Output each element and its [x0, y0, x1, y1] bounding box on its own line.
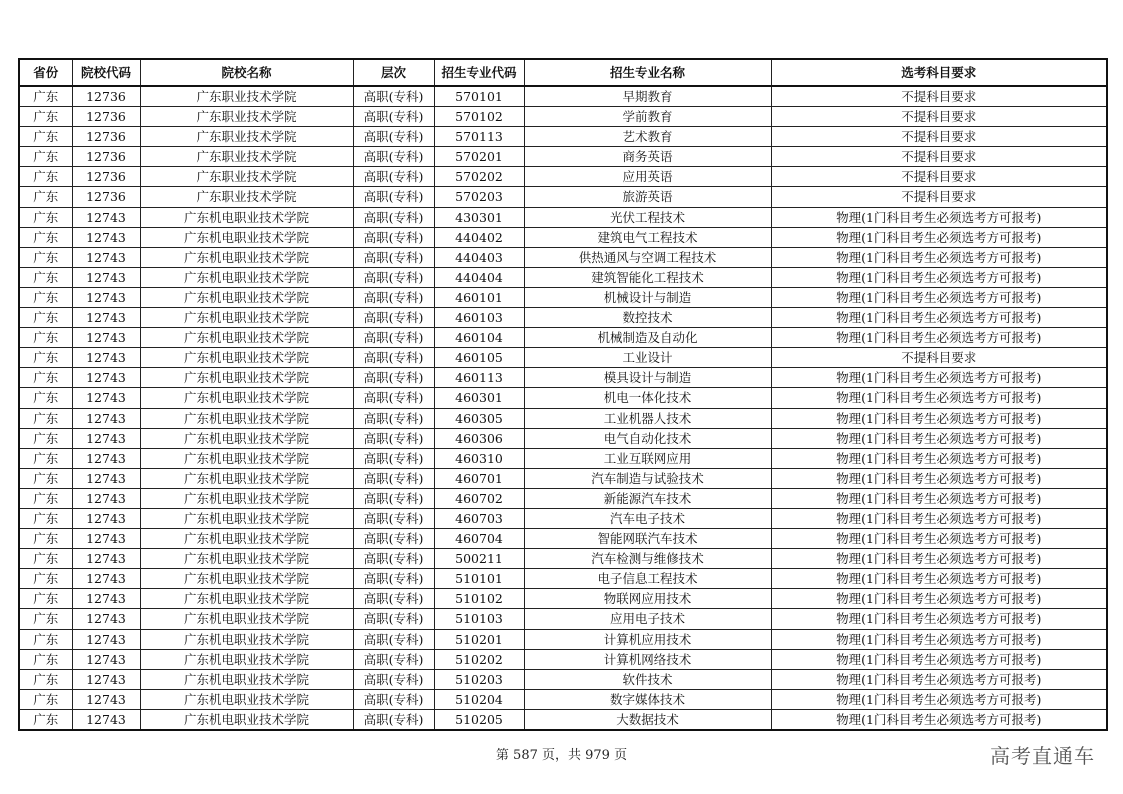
cell-major-code: 570203	[434, 187, 524, 207]
cell-level: 高职(专科)	[353, 187, 434, 207]
cell-school-code: 12743	[72, 629, 140, 649]
cell-school-name: 广东机电职业技术学院	[140, 529, 353, 549]
cell-major-code: 570102	[434, 107, 524, 127]
cell-province: 广东	[19, 167, 72, 187]
cell-subject-requirement: 物理(1门科目考生必须选考方可报考)	[771, 247, 1107, 267]
cell-major-name: 建筑电气工程技术	[524, 227, 771, 247]
cell-subject-requirement: 物理(1门科目考生必须选考方可报考)	[771, 709, 1107, 730]
cell-school-code: 12743	[72, 589, 140, 609]
cell-school-code: 12743	[72, 609, 140, 629]
cell-subject-requirement: 物理(1门科目考生必须选考方可报考)	[771, 669, 1107, 689]
table-row	[19, 508, 1107, 528]
cell-province: 广东	[19, 247, 72, 267]
cell-major-name: 商务英语	[524, 147, 771, 167]
cell-major-name: 新能源汽车技术	[524, 488, 771, 508]
cell-level: 高职(专科)	[353, 669, 434, 689]
cell-school-name: 广东职业技术学院	[140, 127, 353, 147]
cell-level: 高职(专科)	[353, 207, 434, 227]
cell-school-name: 广东机电职业技术学院	[140, 247, 353, 267]
cell-level: 高职(专科)	[353, 649, 434, 669]
cell-major-name: 计算机应用技术	[524, 629, 771, 649]
cell-subject-requirement: 物理(1门科目考生必须选考方可报考)	[771, 549, 1107, 569]
table-row	[19, 649, 1107, 669]
cell-school-name: 广东职业技术学院	[140, 147, 353, 167]
cell-school-code: 12743	[72, 488, 140, 508]
table-body	[19, 86, 1107, 730]
cell-school-code: 12736	[72, 107, 140, 127]
cell-major-code: 460101	[434, 287, 524, 307]
cell-school-code: 12743	[72, 207, 140, 227]
cell-school-code: 12743	[72, 368, 140, 388]
cell-subject-requirement: 物理(1门科目考生必须选考方可报考)	[771, 328, 1107, 348]
cell-major-name: 大数据技术	[524, 709, 771, 730]
cell-major-code: 430301	[434, 207, 524, 227]
cell-major-code: 510201	[434, 629, 524, 649]
cell-level: 高职(专科)	[353, 629, 434, 649]
cell-major-code: 510202	[434, 649, 524, 669]
cell-province: 广东	[19, 589, 72, 609]
cell-major-code: 460305	[434, 408, 524, 428]
cell-school-code: 12743	[72, 549, 140, 569]
cell-province: 广东	[19, 488, 72, 508]
cell-school-code: 12743	[72, 247, 140, 267]
table-row	[19, 689, 1107, 709]
cell-subject-requirement: 物理(1门科目考生必须选考方可报考)	[771, 589, 1107, 609]
cell-major-code: 510204	[434, 689, 524, 709]
admission-table-container	[18, 58, 1106, 731]
cell-school-code: 12743	[72, 267, 140, 287]
cell-subject-requirement: 物理(1门科目考生必须选考方可报考)	[771, 629, 1107, 649]
cell-school-name: 广东职业技术学院	[140, 107, 353, 127]
table-row	[19, 569, 1107, 589]
cell-school-code: 12743	[72, 308, 140, 328]
table-header-row	[19, 59, 1107, 86]
cell-school-name: 广东机电职业技术学院	[140, 709, 353, 730]
cell-school-name: 广东机电职业技术学院	[140, 287, 353, 307]
table-row	[19, 368, 1107, 388]
table-row	[19, 348, 1107, 368]
cell-level: 高职(专科)	[353, 508, 434, 528]
cell-subject-requirement: 不提科目要求	[771, 147, 1107, 167]
cell-major-code: 510103	[434, 609, 524, 629]
cell-level: 高职(专科)	[353, 609, 434, 629]
cell-major-code: 510101	[434, 569, 524, 589]
cell-subject-requirement: 物理(1门科目考生必须选考方可报考)	[771, 488, 1107, 508]
cell-subject-requirement: 物理(1门科目考生必须选考方可报考)	[771, 508, 1107, 528]
cell-school-code: 12743	[72, 669, 140, 689]
cell-school-code: 12743	[72, 428, 140, 448]
cell-school-code: 12736	[72, 86, 140, 107]
cell-school-code: 12736	[72, 187, 140, 207]
cell-school-code: 12743	[72, 287, 140, 307]
cell-school-code: 12743	[72, 508, 140, 528]
cell-province: 广东	[19, 669, 72, 689]
cell-major-code: 460306	[434, 428, 524, 448]
table-row	[19, 468, 1107, 488]
cell-school-name: 广东机电职业技术学院	[140, 508, 353, 528]
cell-level: 高职(专科)	[353, 368, 434, 388]
cell-major-name: 机电一体化技术	[524, 388, 771, 408]
cell-school-code: 12743	[72, 227, 140, 247]
cell-major-name: 软件技术	[524, 669, 771, 689]
header-major-name: 招生专业名称	[524, 59, 771, 86]
table-row	[19, 388, 1107, 408]
cell-level: 高职(专科)	[353, 348, 434, 368]
cell-subject-requirement: 物理(1门科目考生必须选考方可报考)	[771, 308, 1107, 328]
cell-major-name: 光伏工程技术	[524, 207, 771, 227]
cell-school-code: 12736	[72, 127, 140, 147]
table-row	[19, 167, 1107, 187]
cell-school-name: 广东机电职业技术学院	[140, 488, 353, 508]
cell-major-code: 440404	[434, 267, 524, 287]
cell-major-code: 440403	[434, 247, 524, 267]
cell-school-name: 广东机电职业技术学院	[140, 589, 353, 609]
cell-level: 高职(专科)	[353, 267, 434, 287]
cell-school-code: 12743	[72, 709, 140, 730]
cell-province: 广东	[19, 207, 72, 227]
cell-major-name: 数控技术	[524, 308, 771, 328]
cell-school-code: 12743	[72, 468, 140, 488]
table-row	[19, 488, 1107, 508]
cell-level: 高职(专科)	[353, 328, 434, 348]
cell-major-code: 460103	[434, 308, 524, 328]
cell-major-name: 应用电子技术	[524, 609, 771, 629]
cell-school-name: 广东机电职业技术学院	[140, 549, 353, 569]
cell-subject-requirement: 物理(1门科目考生必须选考方可报考)	[771, 609, 1107, 629]
cell-major-code: 570202	[434, 167, 524, 187]
cell-major-code: 460310	[434, 448, 524, 468]
table-row	[19, 247, 1107, 267]
table-row	[19, 549, 1107, 569]
cell-province: 广东	[19, 86, 72, 107]
cell-school-name: 广东机电职业技术学院	[140, 609, 353, 629]
cell-province: 广东	[19, 107, 72, 127]
table-row	[19, 328, 1107, 348]
cell-subject-requirement: 物理(1门科目考生必须选考方可报考)	[771, 227, 1107, 247]
page-number: 第 587 页，共 979 页	[495, 748, 628, 763]
cell-major-code: 460702	[434, 488, 524, 508]
cell-school-code: 12743	[72, 529, 140, 549]
cell-subject-requirement: 不提科目要求	[771, 107, 1107, 127]
cell-province: 广东	[19, 609, 72, 629]
cell-subject-requirement: 物理(1门科目考生必须选考方可报考)	[771, 287, 1107, 307]
table-row	[19, 86, 1107, 107]
cell-major-name: 早期教育	[524, 86, 771, 107]
cell-level: 高职(专科)	[353, 388, 434, 408]
table-row	[19, 448, 1107, 468]
cell-province: 广东	[19, 147, 72, 167]
cell-major-name: 艺术教育	[524, 127, 771, 147]
cell-subject-requirement: 物理(1门科目考生必须选考方可报考)	[771, 569, 1107, 589]
cell-level: 高职(专科)	[353, 408, 434, 428]
cell-school-name: 广东机电职业技术学院	[140, 308, 353, 328]
cell-major-name: 汽车检测与维修技术	[524, 549, 771, 569]
cell-level: 高职(专科)	[353, 529, 434, 549]
cell-school-code: 12736	[72, 147, 140, 167]
cell-major-name: 建筑智能化工程技术	[524, 267, 771, 287]
cell-major-name: 工业机器人技术	[524, 408, 771, 428]
cell-province: 广东	[19, 388, 72, 408]
cell-school-code: 12736	[72, 167, 140, 187]
cell-province: 广东	[19, 709, 72, 730]
cell-subject-requirement: 物理(1门科目考生必须选考方可报考)	[771, 448, 1107, 468]
cell-school-code: 12743	[72, 448, 140, 468]
cell-school-name: 广东职业技术学院	[140, 187, 353, 207]
cell-subject-requirement: 物理(1门科目考生必须选考方可报考)	[771, 468, 1107, 488]
cell-subject-requirement: 不提科目要求	[771, 187, 1107, 207]
cell-major-code: 510102	[434, 589, 524, 609]
table-row	[19, 428, 1107, 448]
cell-subject-requirement: 物理(1门科目考生必须选考方可报考)	[771, 368, 1107, 388]
cell-school-name: 广东机电职业技术学院	[140, 408, 353, 428]
cell-subject-requirement: 不提科目要求	[771, 86, 1107, 107]
cell-major-name: 汽车制造与试验技术	[524, 468, 771, 488]
cell-major-name: 工业互联网应用	[524, 448, 771, 468]
cell-province: 广东	[19, 408, 72, 428]
cell-level: 高职(专科)	[353, 549, 434, 569]
cell-subject-requirement: 物理(1门科目考生必须选考方可报考)	[771, 649, 1107, 669]
cell-major-code: 500211	[434, 549, 524, 569]
cell-school-name: 广东机电职业技术学院	[140, 348, 353, 368]
cell-school-code: 12743	[72, 569, 140, 589]
table-row	[19, 227, 1107, 247]
cell-major-name: 电子信息工程技术	[524, 569, 771, 589]
cell-major-name: 机械制造及自动化	[524, 328, 771, 348]
cell-school-name: 广东机电职业技术学院	[140, 468, 353, 488]
cell-major-name: 机械设计与制造	[524, 287, 771, 307]
cell-school-name: 广东机电职业技术学院	[140, 328, 353, 348]
cell-major-name: 模具设计与制造	[524, 368, 771, 388]
cell-level: 高职(专科)	[353, 308, 434, 328]
cell-province: 广东	[19, 529, 72, 549]
cell-school-code: 12743	[72, 649, 140, 669]
table-row	[19, 529, 1107, 549]
cell-province: 广东	[19, 428, 72, 448]
table-row	[19, 107, 1107, 127]
cell-major-name: 工业设计	[524, 348, 771, 368]
cell-major-code: 570101	[434, 86, 524, 107]
cell-province: 广东	[19, 448, 72, 468]
cell-level: 高职(专科)	[353, 107, 434, 127]
cell-level: 高职(专科)	[353, 488, 434, 508]
cell-major-code: 460113	[434, 368, 524, 388]
cell-level: 高职(专科)	[353, 569, 434, 589]
table-row	[19, 308, 1107, 328]
cell-major-code: 460104	[434, 328, 524, 348]
table-row	[19, 629, 1107, 649]
header-school-name: 院校名称	[140, 59, 353, 86]
cell-subject-requirement: 物理(1门科目考生必须选考方可报考)	[771, 408, 1107, 428]
cell-major-code: 570113	[434, 127, 524, 147]
cell-school-name: 广东机电职业技术学院	[140, 428, 353, 448]
cell-province: 广东	[19, 267, 72, 287]
cell-level: 高职(专科)	[353, 227, 434, 247]
table-row	[19, 609, 1107, 629]
cell-school-code: 12743	[72, 328, 140, 348]
cell-province: 广东	[19, 629, 72, 649]
cell-school-name: 广东机电职业技术学院	[140, 629, 353, 649]
cell-province: 广东	[19, 689, 72, 709]
cell-level: 高职(专科)	[353, 689, 434, 709]
cell-major-name: 供热通风与空调工程技术	[524, 247, 771, 267]
cell-level: 高职(专科)	[353, 287, 434, 307]
cell-level: 高职(专科)	[353, 709, 434, 730]
cell-major-name: 旅游英语	[524, 187, 771, 207]
cell-school-name: 广东机电职业技术学院	[140, 649, 353, 669]
header-province: 省份	[19, 59, 72, 86]
cell-school-name: 广东机电职业技术学院	[140, 689, 353, 709]
cell-major-code: 460703	[434, 508, 524, 528]
cell-subject-requirement: 物理(1门科目考生必须选考方可报考)	[771, 267, 1107, 287]
cell-major-code: 460704	[434, 529, 524, 549]
cell-school-name: 广东机电职业技术学院	[140, 227, 353, 247]
header-major-code: 招生专业代码	[434, 59, 524, 86]
cell-province: 广东	[19, 569, 72, 589]
table-row	[19, 589, 1107, 609]
cell-major-name: 物联网应用技术	[524, 589, 771, 609]
cell-major-name: 计算机网络技术	[524, 649, 771, 669]
table-row	[19, 127, 1107, 147]
cell-school-name: 广东机电职业技术学院	[140, 368, 353, 388]
cell-major-code: 510205	[434, 709, 524, 730]
cell-major-code: 460301	[434, 388, 524, 408]
watermark-logo: 高考直通车	[990, 744, 1095, 768]
cell-major-name: 应用英语	[524, 167, 771, 187]
cell-major-name: 数字媒体技术	[524, 689, 771, 709]
table-row	[19, 207, 1107, 227]
table-row	[19, 287, 1107, 307]
header-subject-requirement: 选考科目要求	[771, 59, 1107, 86]
cell-major-code: 440402	[434, 227, 524, 247]
table-row	[19, 187, 1107, 207]
table-row	[19, 147, 1107, 167]
cell-school-code: 12743	[72, 689, 140, 709]
cell-province: 广东	[19, 508, 72, 528]
cell-subject-requirement: 物理(1门科目考生必须选考方可报考)	[771, 529, 1107, 549]
cell-school-code: 12743	[72, 348, 140, 368]
header-level: 层次	[353, 59, 434, 86]
admission-table	[18, 58, 1108, 731]
cell-major-name: 学前教育	[524, 107, 771, 127]
cell-school-name: 广东机电职业技术学院	[140, 669, 353, 689]
cell-subject-requirement: 不提科目要求	[771, 348, 1107, 368]
cell-school-code: 12743	[72, 408, 140, 428]
cell-province: 广东	[19, 348, 72, 368]
cell-major-code: 570201	[434, 147, 524, 167]
cell-province: 广东	[19, 549, 72, 569]
cell-level: 高职(专科)	[353, 428, 434, 448]
cell-level: 高职(专科)	[353, 127, 434, 147]
cell-province: 广东	[19, 127, 72, 147]
cell-province: 广东	[19, 287, 72, 307]
cell-school-name: 广东机电职业技术学院	[140, 207, 353, 227]
cell-subject-requirement: 物理(1门科目考生必须选考方可报考)	[771, 207, 1107, 227]
cell-school-name: 广东机电职业技术学院	[140, 448, 353, 468]
cell-level: 高职(专科)	[353, 86, 434, 107]
cell-subject-requirement: 不提科目要求	[771, 127, 1107, 147]
cell-major-name: 汽车电子技术	[524, 508, 771, 528]
cell-level: 高职(专科)	[353, 147, 434, 167]
cell-level: 高职(专科)	[353, 468, 434, 488]
table-row	[19, 267, 1107, 287]
cell-province: 广东	[19, 308, 72, 328]
table-row	[19, 669, 1107, 689]
cell-level: 高职(专科)	[353, 247, 434, 267]
cell-major-code: 460701	[434, 468, 524, 488]
table-row	[19, 408, 1107, 428]
cell-level: 高职(专科)	[353, 448, 434, 468]
cell-province: 广东	[19, 468, 72, 488]
cell-major-name: 智能网联汽车技术	[524, 529, 771, 549]
cell-major-code: 510203	[434, 669, 524, 689]
cell-major-name: 电气自动化技术	[524, 428, 771, 448]
cell-subject-requirement: 不提科目要求	[771, 167, 1107, 187]
cell-major-code: 460105	[434, 348, 524, 368]
cell-school-name: 广东职业技术学院	[140, 167, 353, 187]
table-row	[19, 709, 1107, 730]
cell-province: 广东	[19, 328, 72, 348]
cell-province: 广东	[19, 649, 72, 669]
cell-school-code: 12743	[72, 388, 140, 408]
cell-subject-requirement: 物理(1门科目考生必须选考方可报考)	[771, 689, 1107, 709]
cell-school-name: 广东职业技术学院	[140, 86, 353, 107]
cell-level: 高职(专科)	[353, 589, 434, 609]
cell-subject-requirement: 物理(1门科目考生必须选考方可报考)	[771, 388, 1107, 408]
header-school-code: 院校代码	[72, 59, 140, 86]
cell-province: 广东	[19, 227, 72, 247]
cell-subject-requirement: 物理(1门科目考生必须选考方可报考)	[771, 428, 1107, 448]
cell-school-name: 广东机电职业技术学院	[140, 388, 353, 408]
cell-level: 高职(专科)	[353, 167, 434, 187]
cell-province: 广东	[19, 368, 72, 388]
cell-school-name: 广东机电职业技术学院	[140, 267, 353, 287]
cell-school-name: 广东机电职业技术学院	[140, 569, 353, 589]
cell-province: 广东	[19, 187, 72, 207]
